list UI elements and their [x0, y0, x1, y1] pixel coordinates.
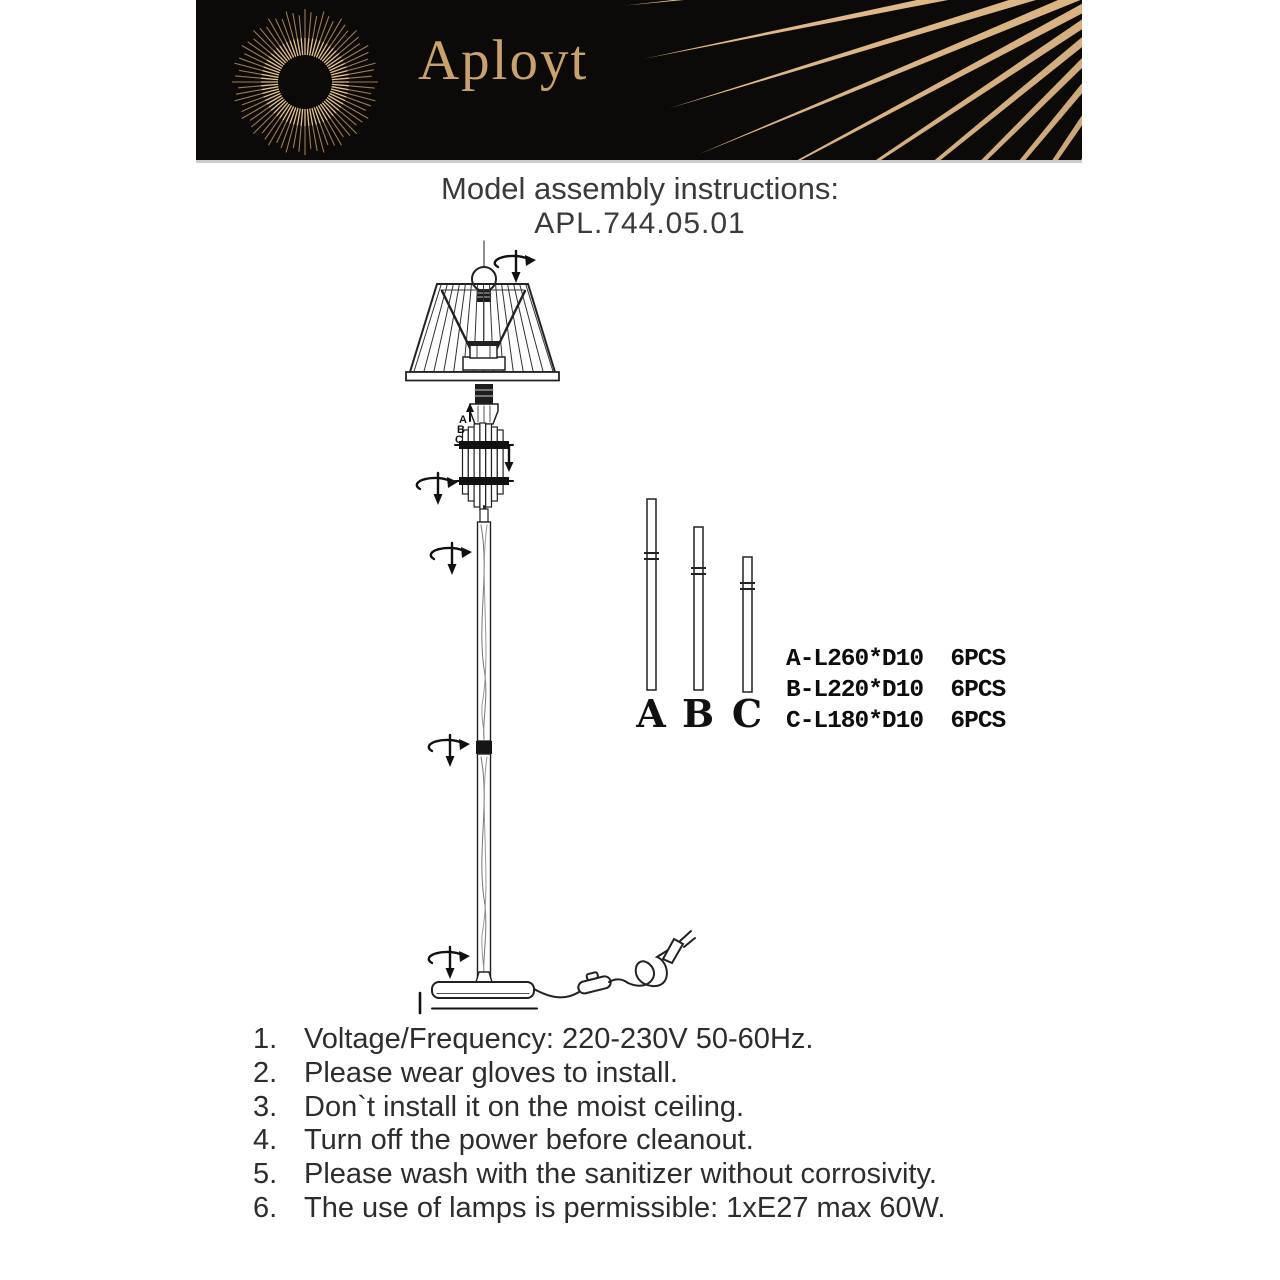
spec-line-c: C-L180*D10 6PCS: [786, 708, 1006, 735]
rotate-arrow-icon: [429, 735, 470, 767]
rotate-arrow-icon: [417, 473, 458, 505]
down-arrow-icon: [505, 462, 514, 472]
plug: [663, 931, 695, 963]
instruction-item: [253, 1057, 945, 1091]
model-number: APL.744.05.01: [534, 207, 746, 240]
rotate-arrow-icon: [431, 543, 472, 575]
instruction-item: [253, 1192, 945, 1226]
instruction-text: Don`t install it on the moist ceiling.: [304, 1090, 745, 1123]
instruction-item: [253, 1023, 945, 1057]
instruction-number: 4.: [253, 1124, 278, 1157]
instruction-number: 1.: [253, 1023, 278, 1055]
rod-part-c: [740, 557, 755, 692]
cluster-label-a: A: [459, 414, 467, 426]
page-title: Model assembly instructions:: [441, 171, 839, 206]
instruction-text: Please wear gloves to install.: [304, 1056, 678, 1089]
instruction-list: [253, 1023, 945, 1226]
crystal-cluster: [455, 423, 513, 510]
rotate-arrow-icon: [429, 947, 470, 979]
instruction-number: 6.: [253, 1191, 278, 1224]
rod-label-a: A: [636, 691, 666, 736]
instruction-number: 5.: [253, 1158, 278, 1191]
spec-line-a: A-L260*D10 6PCS: [786, 646, 1006, 673]
instruction-number: 2.: [253, 1056, 278, 1089]
lamp-base: [420, 972, 537, 1013]
socket-assembly: [470, 384, 498, 424]
cluster-label-b: B: [457, 424, 465, 436]
instruction-text: The use of lamps is permissible: 1xE27 max 60W.: [304, 1191, 946, 1224]
cluster-label-c: C: [455, 434, 463, 446]
inline-switch: [576, 969, 612, 994]
instruction-text: Turn off the power before cleanout.: [304, 1124, 754, 1157]
power-cord: [534, 931, 695, 997]
instruction-item: [253, 1124, 945, 1158]
instruction-text: Please wash with the sanitizer without corrosivity.: [304, 1158, 937, 1191]
rod-part-b: [691, 527, 706, 690]
parts-list: [635, 499, 1005, 736]
rotate-arrow-icon: [495, 251, 536, 283]
rod-label-b: B: [681, 691, 715, 736]
brand-name: Aployt: [418, 29, 589, 92]
spec-line-b: B-L220*D10 6PCS: [786, 677, 1006, 704]
instruction-text: Voltage/Frequency: 220-230V 50-60Hz.: [304, 1023, 814, 1055]
instruction-item: [253, 1091, 945, 1125]
rod-label-c: C: [731, 691, 763, 736]
instruction-number: 3.: [253, 1090, 278, 1123]
lamp-pole: [429, 506, 492, 983]
instruction-item: [253, 1158, 945, 1192]
rod-part-a: [644, 499, 659, 690]
